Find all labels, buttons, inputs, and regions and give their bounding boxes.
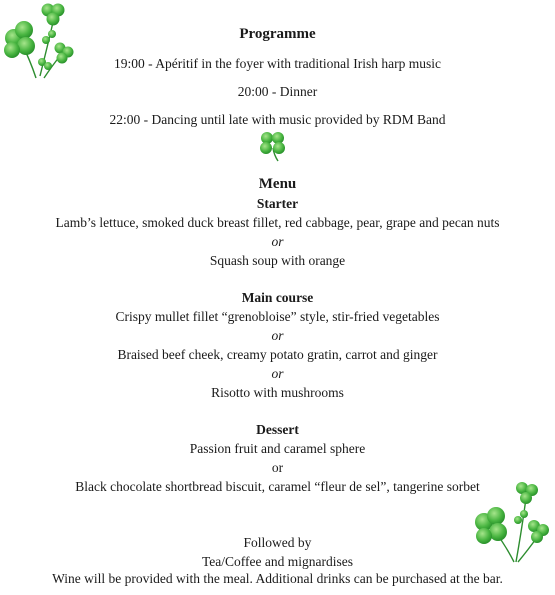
dessert-or: or	[271, 460, 284, 475]
starter-option-2: Squash soup with orange	[209, 253, 346, 268]
starter-or: or	[271, 234, 284, 249]
main-course-or-1: or	[271, 328, 284, 343]
main-course-option-1: Crispy mullet fillet “grenobloise” style, stir-fried vegetables	[115, 309, 440, 324]
programme-item-dancing: 22:00 - Dancing until late with music provided by RDM Band	[109, 112, 446, 127]
menu-heading: Menu	[258, 176, 297, 192]
main-course-option-3: Risotto with mushrooms	[211, 385, 344, 400]
starter-option-1: Lamb’s lettuce, smoked duck breast fillet, red cabbage, pear, grape and pecan nuts	[55, 215, 500, 230]
shamrock-icon	[258, 130, 288, 162]
starter-heading: Starter	[256, 196, 299, 211]
dessert-option-2: Black chocolate shortbread biscuit, caramel “fleur de sel”, tangerine sorbet	[75, 479, 480, 494]
tea-coffee-label: Tea/Coffee and mignardises	[201, 554, 353, 569]
dessert-option-1: Passion fruit and caramel sphere	[189, 441, 366, 456]
programme-item-aperitif: 19:00 - Apéritif in the foyer with traditional Irish harp music	[114, 56, 441, 71]
programme-heading: Programme	[239, 26, 316, 42]
dessert-heading: Dessert	[256, 422, 299, 437]
wine-note: Wine will be provided with the meal. Additional drinks can be purchased at the bar.	[52, 571, 503, 586]
followed-by-label: Followed by	[243, 535, 312, 550]
shamrock-cluster-icon	[470, 480, 550, 564]
main-course-heading: Main course	[241, 290, 314, 305]
main-course-or-2: or	[271, 366, 284, 381]
programme-item-dinner: 20:00 - Dinner	[237, 84, 318, 99]
main-course-option-2: Braised beef cheek, creamy potato gratin, carrot and ginger	[117, 347, 438, 362]
